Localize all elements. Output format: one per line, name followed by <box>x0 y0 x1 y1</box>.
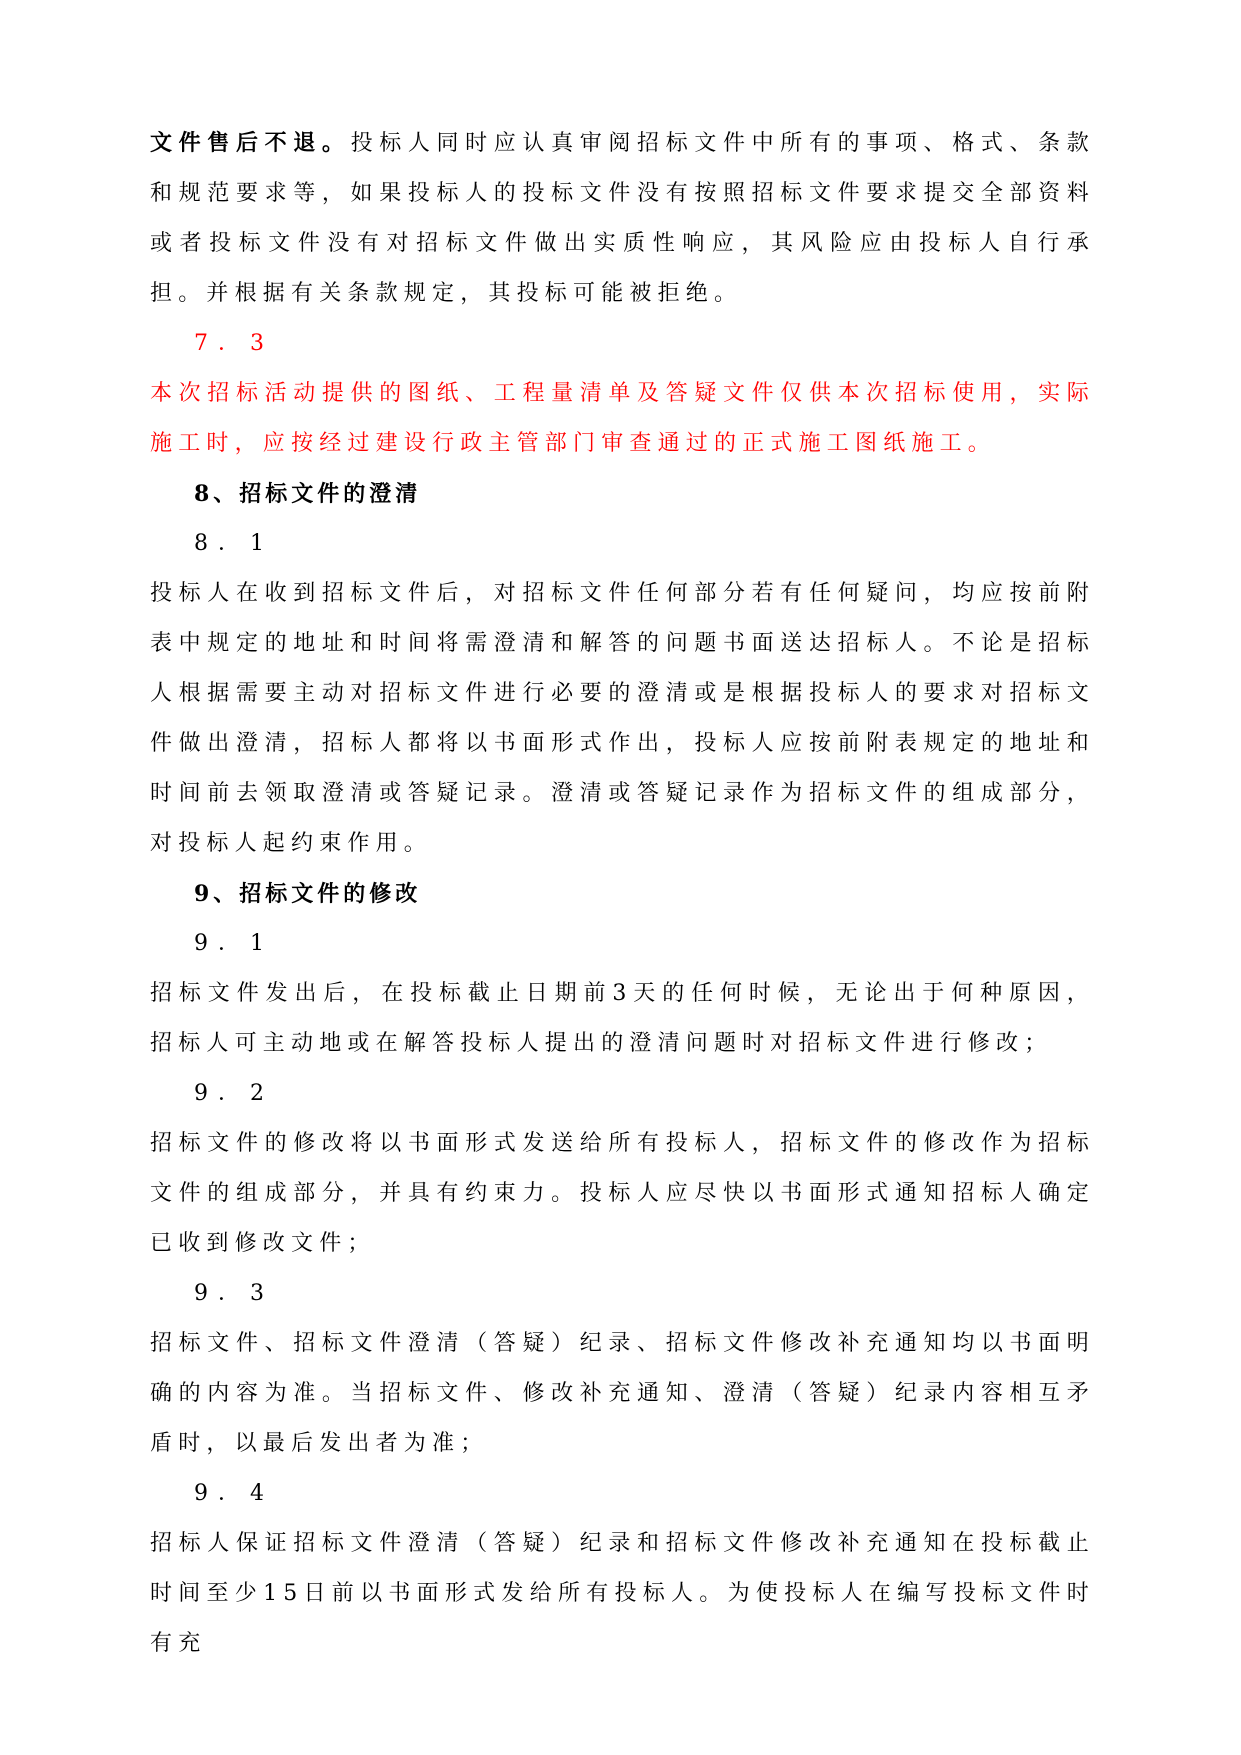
section-heading-8: 8、招标文件的澄清 <box>194 481 422 507</box>
clause-number-8-1: 8．1 <box>194 531 274 556</box>
clause-number-9-1: 9．1 <box>194 931 274 956</box>
clause-text-9-3: 招标文件、招标文件澄清（答疑）纪录、招标文件修改补充通知均以书面明确的内容为准。当招标文件、修改补充通知、澄清（答疑）纪录内容相互矛盾时，以最后发出者为准； <box>150 1331 1095 1456</box>
section-heading-9: 9、招标文件的修改 <box>194 881 422 907</box>
clause-number-7-3: 7．3 <box>194 331 274 356</box>
clause-number-9-2: 9．2 <box>194 1081 274 1106</box>
bold-lead-text: 文件售后不退。 <box>150 130 351 156</box>
clause-text-9-4: 招标人保证招标文件澄清（答疑）纪录和招标文件修改补充通知在投标截止时间至少15日前以书面形式发给所有投标人。为使投标人在编写投标文件时有充 <box>150 1531 1095 1656</box>
clause-text-9-2: 招标文件的修改将以书面形式发送给所有投标人，招标文件的修改作为招标文件的组成部分，并具有约束力。投标人应尽快以书面形式通知招标人确定已收到修改文件； <box>150 1131 1095 1256</box>
clause-text-8-1: 投标人在收到招标文件后，对招标文件任何部分若有任何疑问，均应按前附表中规定的地址和时间将需澄清和解答的问题书面送达招标人。不论是招标人根据需要主动对招标文件进行必要的澄清或是根据投标人的要求对招标文件做出澄清，招标人都将以书面形式作出，投标人应按前附表规定的地址和时间前去领取澄清或答疑记录。澄清或答疑记录作为招标文件的组成部分，对投标人起约束作用。 <box>150 581 1095 856</box>
paragraph-refund-policy <box>150 118 1095 319</box>
paragraph-text: 投标人同时应认真审阅招标文件中所有的事项、格式、条款和规范要求等，如果投标人的投标文件没有按照招标文件要求提交全部资料或者投标文件没有对招标文件做出实质性响应，其风险应由投标人自行承担。并根据有关条款规定，其投标可能被拒绝。 <box>150 131 1096 306</box>
clause-number-9-3: 9．3 <box>194 1281 274 1306</box>
document-body <box>150 118 1095 1669</box>
clause-text-9-1: 招标文件发出后，在投标截止日期前3天的任何时候，无论出于何种原因，招标人可主动地或在解答投标人提出的澄清问题时对招标文件进行修改； <box>150 981 1095 1056</box>
clause-number-9-4: 9．4 <box>194 1481 274 1506</box>
clause-text-7-3: 本次招标活动提供的图纸、工程量清单及答疑文件仅供本次招标使用，实际施工时，应按经过建设行政主管部门审查通过的正式施工图纸施工。 <box>150 381 1095 456</box>
